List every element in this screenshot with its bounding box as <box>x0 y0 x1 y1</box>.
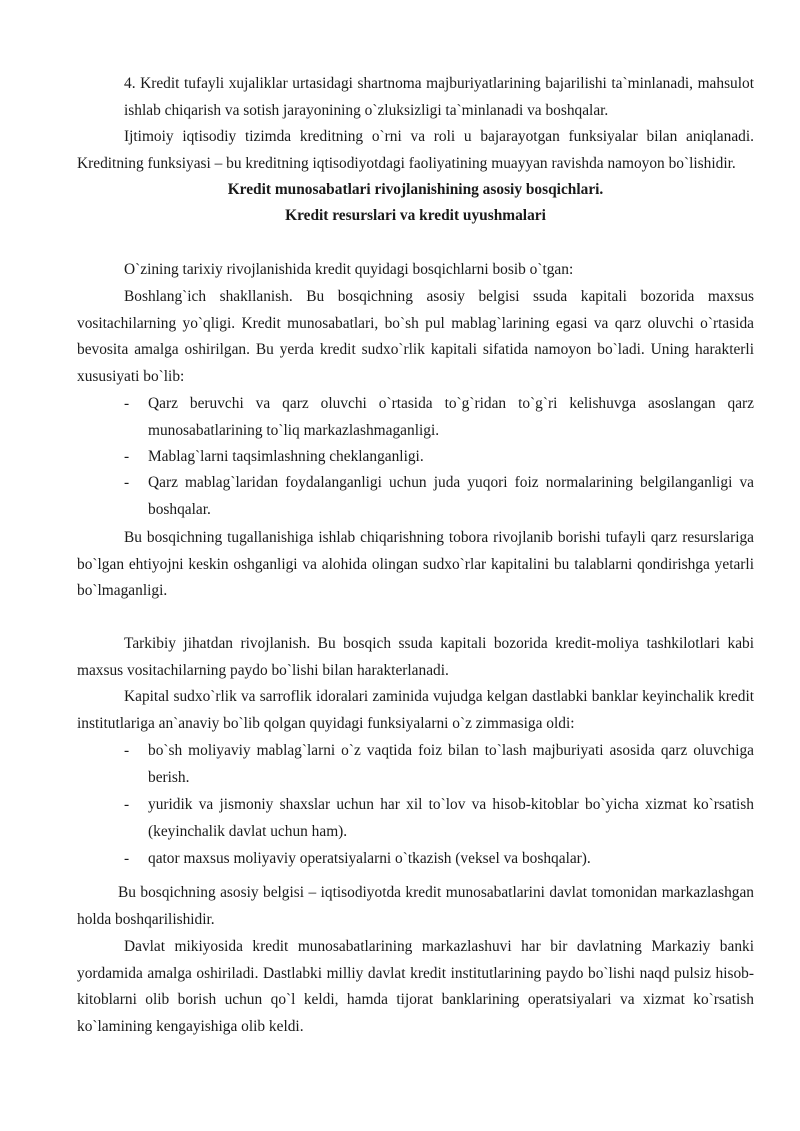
list-item-text: bo`sh moliyaviy mablag`larni o`z vaqtida foiz bilan to`lash majburiyati asosida qarz oluvchiga berish. <box>148 742 754 786</box>
paragraph-boshlang: Boshlang`ich shakllanish. Bu bosqichning asosiy belgisi ssuda kapitali bozorida maxsus vositachilarning yo`qligi. Kredit munosabatlari, bo`sh pul mablag`larining egasi va qarz oluvchi o`rtasida bevosita amalga oshirilgan. Bu yerda kredit sudxo`rlik kapitali sifatida namoyon bo`ladi. Uning harakterli xususiyati bo`lib: <box>77 288 754 385</box>
section-heading-2: Kredit resurslari va kredit uyushmalari <box>285 207 546 224</box>
paragraph-kapital: Kapital sudxo`rlik va sarroflik idoralari zaminida vujudga kelgan dastlabki banklar keyinchalik kredit institutlariga an`anaviy bo`lib qolgan quyidagi funksiyalarni o`z zimmasiga oldi: <box>77 688 754 732</box>
paragraph-ijtimoiy: Ijtimoiy iqtisodiy tizimda kreditning o`rni va roli u bajarayotgan funksiyalar bilan aniqlanadi. Kreditning funksiyasi – bu kreditning iqtisodiyotdagi faoliyatining muayyan ravishda namoyon bo`lishidir. <box>77 128 754 172</box>
list-dash: - <box>124 474 130 491</box>
list-dash: - <box>124 796 130 813</box>
paragraph-tugallanish: Bu bosqichning tugallanishiga ishlab chiqarishning tobora rivojlanib borishi tufayli qarz resurslariga bo`lgan ehtiyojni keskin oshganligi va alohida olingan sudxo`rlar kapitalini bu talablarni qondirishga yetarli bo`lmaganligi. <box>77 529 754 600</box>
list-item-text: Mablag`larni taqsimlashning cheklanganligi. <box>148 448 424 465</box>
list-item-text: Qarz beruvchi va qarz oluvchi o`rtasida to`g`ridan to`g`ri kelishuvga asoslangan qarz munosabatlarining to`liq markazlashmaganligi. <box>148 395 754 439</box>
list-dash: - <box>124 850 130 867</box>
list-item-text: Qarz mablag`laridan foydalanganligi uchun juda yuqori foiz normalarining belgilanganligi va boshqalar. <box>148 474 754 518</box>
section-heading-1: Kredit munosabatlari rivojlanishining asosiy bosqichlari. <box>227 181 604 198</box>
paragraph-tarkibiy: Tarkibiy jihatdan rivojlanish. Bu bosqich ssuda kapitali bozorida kredit-moliya tashkilotlari kabi maxsus vositachilarning paydo bo`lishi bilan harakterlanadi. <box>77 635 754 679</box>
paragraph-item-4: 4. Kredit tufayli xujaliklar urtasidagi shartnoma majburiyatlarining bajarilishi ta`minlanadi, mahsulot ishlab chiqarish va sotish jarayonining o`zluksizligi ta`minlanadi va boshqalar. <box>124 75 754 119</box>
list-dash: - <box>124 742 130 759</box>
paragraph-ozining: O`zining tarixiy rivojlanishida kredit quyidagi bosqichlarni bosib o`tgan: <box>124 261 574 278</box>
list-item-text: yuridik va jismoniy shaxslar uchun har xil to`lov va hisob-kitoblar bo`yicha xizmat ko`rsatish (keyinchalik davlat uchun ham). <box>148 796 754 840</box>
list-item-text: qator maxsus moliyaviy operatsiyalarni o`tkazish (veksel va boshqalar). <box>148 850 591 867</box>
list-dash: - <box>124 448 130 465</box>
paragraph-davlat: Davlat mikiyosida kredit munosabatlarining markazlashuvi har bir davlatning Markaziy banki yordamida amalga oshiriladi. Dastlabki milliy davlat kredit institutlarining paydo bo`lishi naqd pulsiz hisob-kitoblarni olib borish uchun qo`l keldi, hamda tijorat banklarining operatsiyalari va xizmat ko`rsatish ko`lamining kengayishiga olib keldi. <box>77 938 754 1035</box>
list-dash: - <box>124 395 130 412</box>
paragraph-asosiy-belgisi: Bu bosqichning asosiy belgisi – iqtisodiyotda kredit munosabatlarini davlat tomonidan markazlashgan holda boshqarilishidir. <box>77 884 754 928</box>
